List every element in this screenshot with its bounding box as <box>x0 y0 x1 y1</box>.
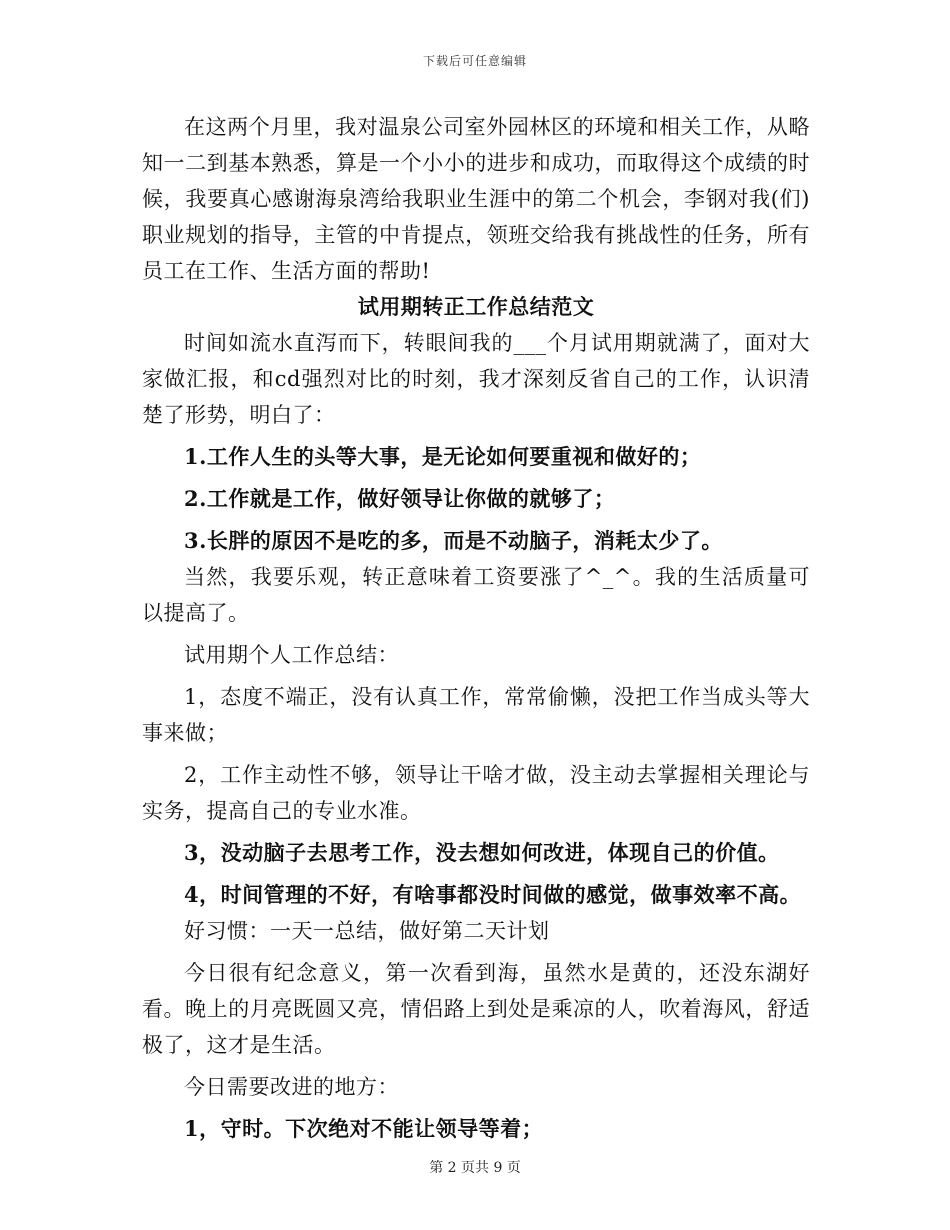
page-footer: 第 2 页共 9 页 <box>429 1160 521 1176</box>
bold-list-item-time: 4，时间管理的不好，有啥事都没时间做的感觉，做事效率不高。 <box>184 882 802 907</box>
list-item-initiative: 2，工作主动性不够，领导让干啥才做，没主动去掌握相关理论与实务，提高自己的专业水准。 <box>142 763 810 823</box>
paragraph-improvements-heading: 今日需要改进的地方： <box>184 1075 399 1099</box>
paragraph-diary: 今日很有纪念意义，第一次看到海，虽然水是黄的，还没东湖好看。晚上的月亮既圆又亮，情侣路上到处是乘凉的人，吹着海风，舒适极了，这才是生活。 <box>142 961 810 1057</box>
paragraph-good-habit: 好习惯：一天一总结，做好第二天计划 <box>184 919 550 943</box>
bold-point-3: 3.长胖的原因不是吃的多，而是不动脑子，消耗太少了。 <box>184 528 723 553</box>
page-header: 下载后可任意编辑 <box>422 54 527 68</box>
bold-point-2: 2.工作就是工作，做好领导让你做的就够了； <box>184 486 616 511</box>
bold-list-item-punctuality: 1，守时。下次绝对不能让领导等着； <box>184 1116 544 1141</box>
paragraph-optimism: 当然，我要乐观，转正意味着工资要涨了^_^。我的生活质量可以提高了。 <box>142 565 810 625</box>
section-title: 试用期转正工作总结范文 <box>357 294 595 319</box>
bold-point-1: 1.工作人生的头等大事，是无论如何要重视和做好的； <box>184 444 702 469</box>
paragraph-summary: 时间如流水直泻而下，转眼间我的___个月试用期就满了，面对大家做汇报，和cd强烈对比的时刻，我才深刻反省自己的工作，认识清楚了形势，明白了： <box>142 331 810 427</box>
document-body <box>142 109 810 1147</box>
list-item-attitude: 1，态度不端正，没有认真工作，常常偷懒，没把工作当成头等大事来做； <box>142 685 810 745</box>
bold-list-item-thinking: 3，没动脑子去思考工作，没去想如何改进，体现自己的价值。 <box>184 840 780 865</box>
paragraph-intro: 在这两个月里，我对温泉公司室外园林区的环境和相关工作，从略知一二到基本熟悉，算是一个小小的进步和成功，而取得这个成绩的时候，我要真心感谢海泉湾给我职业生涯中的第二个机会，李钢对我(们)职业规划的指导，主管的中肯提点，领班交给我有挑战性的任务，所有员工在工作、生活方面的帮助! <box>142 115 810 283</box>
paragraph-personal-summary-heading: 试用期个人工作总结： <box>184 643 399 667</box>
